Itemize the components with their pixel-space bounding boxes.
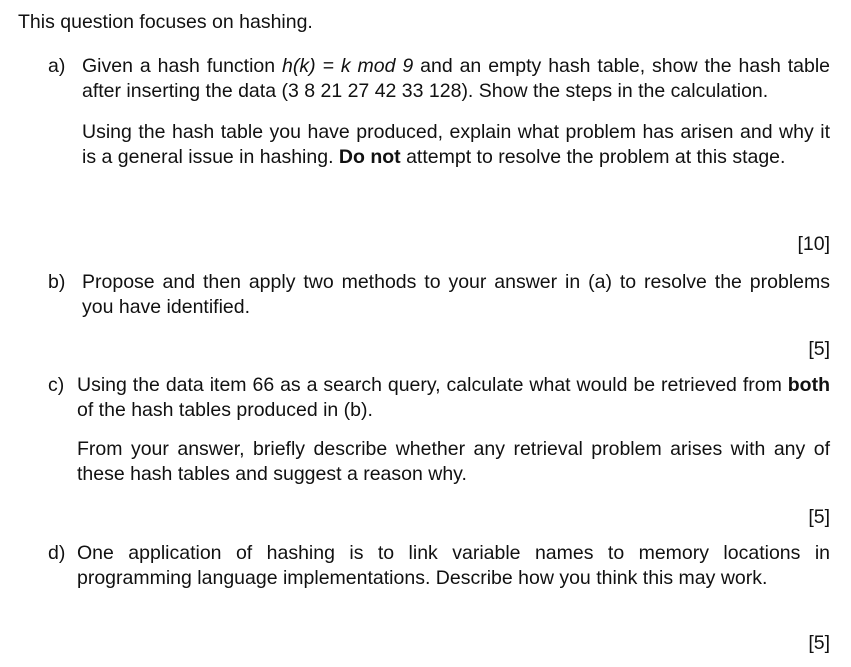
part-b-marks: [5] — [808, 338, 830, 360]
part-a-paragraph-2: Using the hash table you have produced, explain what problem has arisen and why it is a general issue in hashing. Do not attempt to resolve the problem at this stage. — [82, 121, 830, 168]
part-c — [48, 373, 830, 487]
part-a-marks: [10] — [797, 233, 830, 255]
part-a — [48, 54, 830, 170]
part-d-letter: d) — [48, 542, 66, 564]
question-intro: This question focuses on hashing. — [18, 11, 313, 33]
part-d — [48, 541, 830, 591]
emphasis-both: both — [787, 374, 830, 396]
part-c-paragraph-1: Using the data item 66 as a search query, calculate what would be retrieved from both of the hash tables produced in (b). — [77, 374, 830, 421]
part-d-paragraph-1: One application of hashing is to link variable names to memory locations in programming language implementations. Describe how you think this may work. — [77, 542, 830, 589]
part-b-letter: b) — [48, 271, 66, 293]
emphasis-do-not: Do not — [338, 146, 401, 168]
part-c-marks: [5] — [808, 506, 830, 528]
hash-function: h(k) = k mod 9 — [282, 55, 414, 77]
part-c-letter: c) — [48, 374, 65, 396]
part-a-letter: a) — [48, 55, 66, 77]
part-b — [48, 270, 830, 320]
part-a-paragraph-1: Given a hash function h(k) = k mod 9 and an empty hash table, show the hash table after inserting the data (3 8 21 27 42 33 128). Show the steps in the calculation. — [82, 55, 830, 102]
part-d-marks: [5] — [808, 632, 830, 654]
part-b-paragraph-1: Propose and then apply two methods to your answer in (a) to resolve the problems you have identified. — [82, 271, 830, 318]
part-c-paragraph-2: From your answer, briefly describe whether any retrieval problem arises with any of these hash tables and suggest a reason why. — [77, 438, 830, 485]
